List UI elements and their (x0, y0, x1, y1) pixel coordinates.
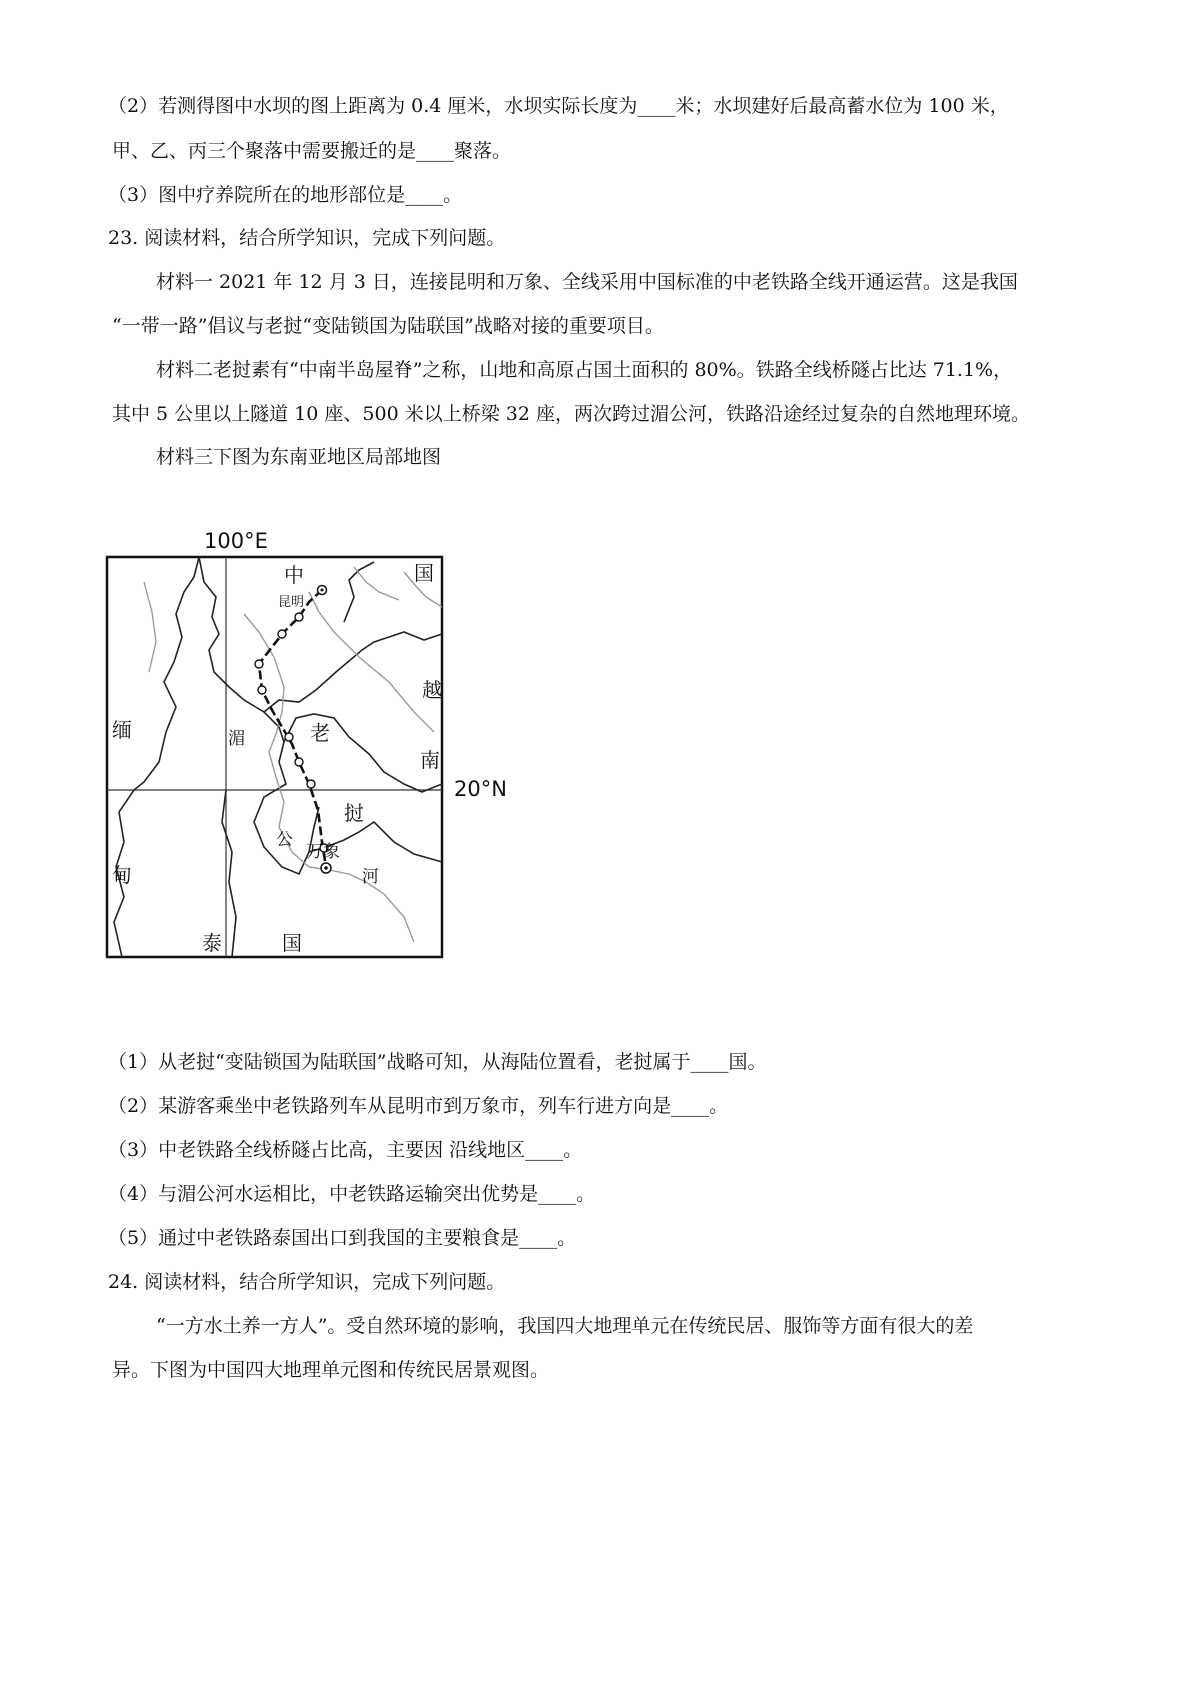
station-marker (258, 686, 266, 694)
material-1-line2: “一带一路”倡议与老挝“变陆锁国为陆联国”战略对接的重要项目。 (112, 315, 664, 337)
station-marker (295, 758, 303, 766)
country-borders (114, 557, 442, 957)
q22-2-line2: 甲、乙、丙三个聚落中需要搬迁的是____聚落。 (112, 140, 512, 162)
material-2-line2: 其中 5 公里以上隧道 10 座、500 米以上桥梁 32 座，两次跨过湄公河，铁路沿途经过复杂的自然地理环境。 (112, 403, 1030, 425)
q23-3: （3）中老铁路全线桥隧占比高，主要因 沿线地区____。 (108, 1139, 583, 1161)
q23-2: （2）某游客乘坐中老铁路列车从昆明市到万象市，列车行进方向是____。 (108, 1095, 729, 1117)
label-mekong-1: 湄 (228, 729, 245, 749)
label-vientiane: 万象 (306, 842, 340, 862)
label-myanmar-1: 缅 (112, 718, 132, 742)
q22-2-line1: （2）若测得图中水坝的图上距离为 0.4 厘米，水坝实际长度为____米；水坝建好后最高蓄水位为 100 米， (108, 95, 1009, 117)
station-marker (307, 780, 315, 788)
q23-1: （1）从老挝“变陆锁国为陆联国”战略可知，从海陆位置看，老挝属于____国。 (108, 1051, 767, 1073)
label-thailand-1: 泰 (202, 931, 222, 955)
label-vietnam-1: 越 (422, 678, 442, 702)
q22-3: （3）图中疗养院所在的地形部位是____。 (108, 184, 463, 206)
label-china-2: 国 (414, 561, 434, 585)
label-mekong-3: 河 (362, 867, 379, 887)
material-2-line1: 材料二老挝素有“中南半岛屋脊”之称，山地和高原占国土面积的 80%。铁路全线桥隧占比达 71.1%， (156, 359, 1013, 381)
station-marker (295, 613, 303, 621)
label-myanmar-2: 甸 (112, 863, 132, 887)
material-3-caption: 材料三下图为东南亚地区局部地图 (156, 446, 442, 468)
station-marker (255, 660, 263, 668)
label-thailand-2: 国 (282, 931, 302, 955)
question-23-heading: 23. 阅读材料，结合所学知识，完成下列问题。 (108, 227, 506, 249)
material-1-line1: 材料一 2021 年 12 月 3 日，连接昆明和万象、全线采用中国标准的中老铁路全线开通运营。这是我国 (156, 271, 1018, 293)
question-24-heading: 24. 阅读材料，结合所学知识，完成下列问题。 (108, 1271, 506, 1293)
q23-4: （4）与湄公河水运相比，中老铁路运输突出优势是____。 (108, 1183, 596, 1205)
southeast-asia-map (104, 522, 564, 992)
label-laos-1: 老 (310, 721, 330, 745)
material-24-line1: “一方水土养一方人”。受自然环境的影响，我国四大地理单元在传统民居、服饰等方面有很大的差 (156, 1315, 974, 1337)
label-laos-2: 挝 (344, 801, 364, 825)
station-marker (285, 733, 293, 741)
lon-label: 100°E (204, 529, 268, 553)
station-marker (278, 630, 286, 638)
label-kunming: 昆明 (278, 595, 305, 610)
label-vietnam-2: 南 (420, 748, 440, 772)
lat-label: 20°N (454, 777, 507, 801)
label-china-1: 中 (284, 563, 304, 587)
label-mekong-2: 公 (276, 830, 293, 850)
q23-5: （5）通过中老铁路泰国出口到我国的主要粮食是____。 (108, 1227, 577, 1249)
map-frame (107, 557, 442, 957)
material-24-line2: 异。下图为中国四大地理单元图和传统民居景观图。 (112, 1359, 550, 1381)
